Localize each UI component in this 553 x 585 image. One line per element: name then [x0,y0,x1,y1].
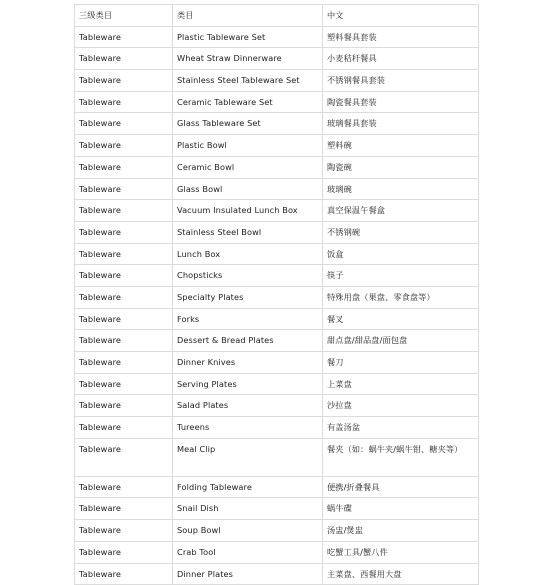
table-row [75,221,479,243]
cell-category: Wheat Straw Dinnerware [173,48,323,70]
cell-chinese: 吃蟹工具/蟹八件 [323,541,479,563]
cell-level3-category: Tableware [75,178,173,200]
table-row [75,563,479,585]
cell-category: Snail Dish [173,498,323,520]
cell-chinese: 便携/折叠餐具 [323,476,479,498]
cell-chinese: 玻璃碗 [323,178,479,200]
table-row [75,113,479,135]
cell-category: Crab Tool [173,541,323,563]
cell-category: Ceramic Bowl [173,156,323,178]
cell-level3-category: Tableware [75,26,173,48]
table-header-row [75,5,479,27]
cell-level3-category: Tableware [75,438,173,476]
cell-chinese: 有盖汤盆 [323,417,479,439]
cell-level3-category: Tableware [75,221,173,243]
cell-chinese: 蜗牛碟 [323,498,479,520]
cell-category: Stainless Steel Bowl [173,221,323,243]
cell-level3-category: Tableware [75,330,173,352]
category-table [74,4,479,585]
cell-level3-category: Tableware [75,200,173,222]
cell-level3-category: Tableware [75,70,173,92]
cell-level3-category: Tableware [75,243,173,265]
cell-chinese: 玻璃餐具套装 [323,113,479,135]
cell-category: Salad Plates [173,395,323,417]
cell-level3-category: Tableware [75,563,173,585]
cell-category: Vacuum Insulated Lunch Box [173,200,323,222]
cell-chinese: 不锈钢餐具套装 [323,70,479,92]
cell-category: Forks [173,308,323,330]
cell-chinese: 塑料碗 [323,135,479,157]
cell-level3-category: Tableware [75,373,173,395]
table-row [75,286,479,308]
cell-category: Ceramic Tableware Set [173,91,323,113]
cell-level3-category: Tableware [75,286,173,308]
cell-chinese: 不锈钢碗 [323,221,479,243]
table-row [75,476,479,498]
cell-category: Chopsticks [173,265,323,287]
header-category: 类目 [173,5,323,27]
cell-category: Dinner Plates [173,563,323,585]
cell-level3-category: Tableware [75,541,173,563]
cell-chinese: 餐夹（如：蜗牛夹/蜗牛钳、糖夹等） [323,438,479,476]
cell-chinese: 小麦秸秆餐具 [323,48,479,70]
cell-category: Dinner Knives [173,352,323,374]
table-row [75,330,479,352]
cell-level3-category: Tableware [75,156,173,178]
cell-chinese: 餐刀 [323,352,479,374]
cell-chinese: 汤盅/煲盅 [323,520,479,542]
cell-chinese: 餐叉 [323,308,479,330]
table-row [75,498,479,520]
cell-chinese: 塑料餐具套装 [323,26,479,48]
cell-level3-category: Tableware [75,91,173,113]
cell-chinese: 筷子 [323,265,479,287]
cell-level3-category: Tableware [75,352,173,374]
cell-category: Soup Bowl [173,520,323,542]
table-row [75,520,479,542]
table-row [75,156,479,178]
cell-level3-category: Tableware [75,48,173,70]
cell-level3-category: Tableware [75,265,173,287]
cell-level3-category: Tableware [75,520,173,542]
table-row [75,200,479,222]
cell-category: Lunch Box [173,243,323,265]
cell-category: Serving Plates [173,373,323,395]
header-chinese: 中文 [323,5,479,27]
cell-chinese: 甜点盘/甜品盘/面包盘 [323,330,479,352]
cell-chinese: 陶瓷碗 [323,156,479,178]
table-row [75,541,479,563]
cell-level3-category: Tableware [75,417,173,439]
table-row [75,417,479,439]
cell-level3-category: Tableware [75,308,173,330]
cell-category: Stainless Steel Tableware Set [173,70,323,92]
table-row [75,135,479,157]
cell-category: Specialty Plates [173,286,323,308]
table-row [75,91,479,113]
cell-chinese: 真空保温午餐盒 [323,200,479,222]
cell-category: Dessert & Bread Plates [173,330,323,352]
table-row [75,243,479,265]
cell-category: Folding Tableware [173,476,323,498]
category-table-container [74,4,478,585]
table-row [75,48,479,70]
table-row [75,26,479,48]
table-row [75,438,479,476]
cell-category: Glass Bowl [173,178,323,200]
table-row [75,308,479,330]
cell-level3-category: Tableware [75,498,173,520]
table-row [75,373,479,395]
cell-chinese: 特殊用盘（果盘、零食盘等） [323,286,479,308]
cell-chinese: 陶瓷餐具套装 [323,91,479,113]
cell-chinese: 饭盒 [323,243,479,265]
cell-chinese: 沙拉盘 [323,395,479,417]
cell-category: Tureens [173,417,323,439]
table-row [75,352,479,374]
table-row [75,265,479,287]
table-row [75,395,479,417]
cell-level3-category: Tableware [75,395,173,417]
cell-level3-category: Tableware [75,476,173,498]
cell-category: Plastic Bowl [173,135,323,157]
header-level3-category: 三级类目 [75,5,173,27]
cell-level3-category: Tableware [75,113,173,135]
table-body [75,26,479,585]
cell-category: Meal Clip [173,438,323,476]
cell-chinese: 上菜盘 [323,373,479,395]
cell-category: Plastic Tableware Set [173,26,323,48]
cell-chinese: 主菜盘、西餐用大盘 [323,563,479,585]
table-row [75,178,479,200]
cell-level3-category: Tableware [75,135,173,157]
cell-category: Glass Tableware Set [173,113,323,135]
table-row [75,70,479,92]
